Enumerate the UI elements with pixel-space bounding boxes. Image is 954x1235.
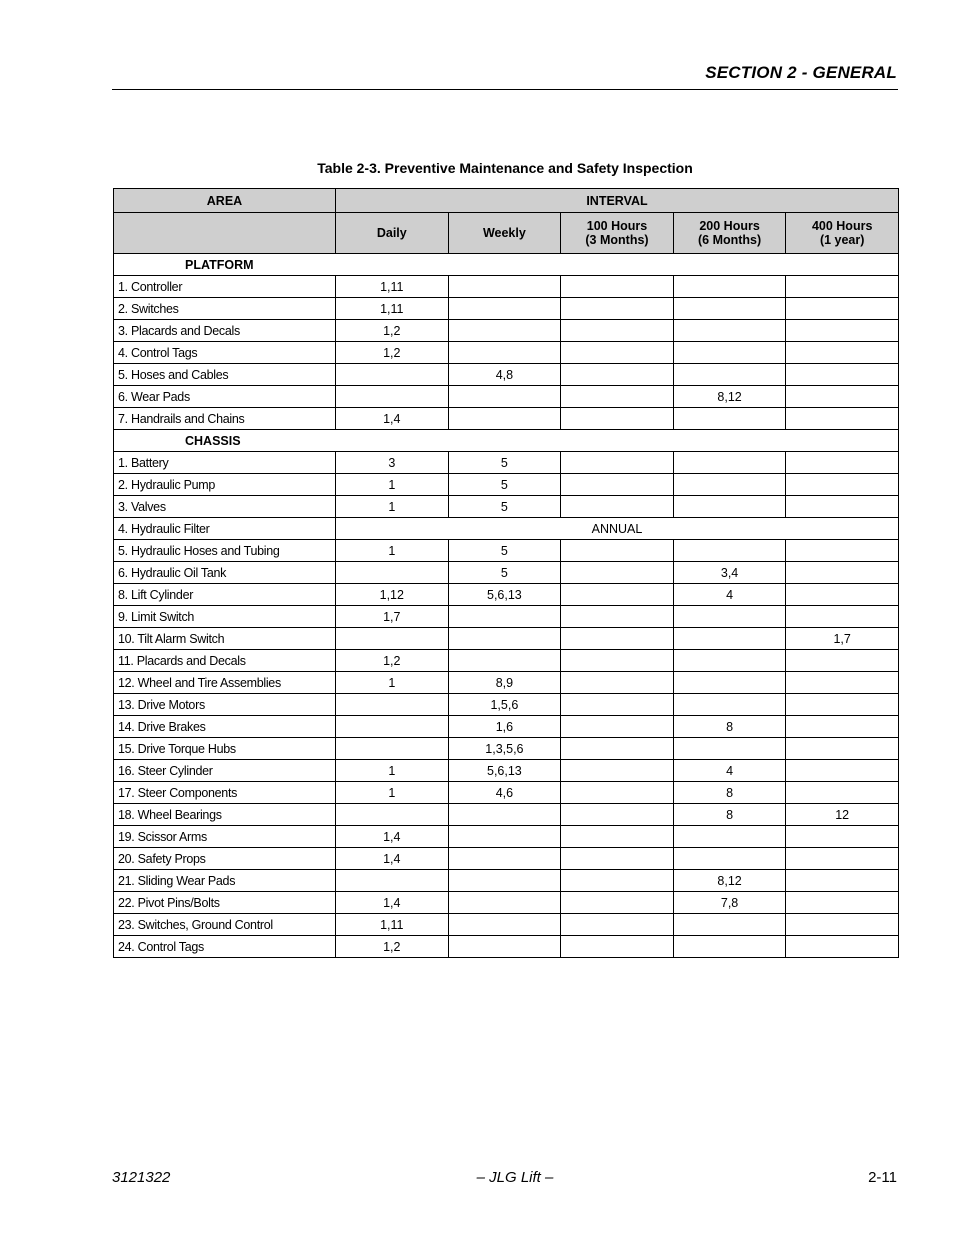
interval-cell-h200: 7,8	[673, 892, 786, 914]
interval-cell-weekly	[448, 276, 561, 298]
interval-cell-h400	[786, 540, 899, 562]
area-cell: 15. Drive Torque Hubs	[114, 738, 336, 760]
daily-header: Daily	[336, 213, 449, 254]
interval-cell-h400	[786, 364, 899, 386]
interval-cell-h200: 3,4	[673, 562, 786, 584]
interval-cell-weekly	[448, 650, 561, 672]
interval-cell-h200	[673, 474, 786, 496]
interval-cell-h400	[786, 408, 899, 430]
interval-cell-weekly: 5,6,13	[448, 584, 561, 606]
table-row	[114, 452, 899, 474]
interval-cell-weekly	[448, 936, 561, 958]
area-cell: 5. Hoses and Cables	[114, 364, 336, 386]
interval-cell-daily	[336, 386, 449, 408]
interval-cell-h100	[561, 342, 674, 364]
interval-cell-h100	[561, 540, 674, 562]
interval-cell-daily: 1,11	[336, 276, 449, 298]
interval-cell-daily: 1	[336, 672, 449, 694]
interval-cell-daily: 1,2	[336, 650, 449, 672]
interval-cell-daily: 1,4	[336, 892, 449, 914]
interval-cell-h100	[561, 606, 674, 628]
interval-cell-h400	[786, 496, 899, 518]
area-cell: 3. Placards and Decals	[114, 320, 336, 342]
interval-header: INTERVAL	[336, 189, 899, 213]
area-cell: 1. Controller	[114, 276, 336, 298]
area-header-blank	[114, 213, 336, 254]
interval-cell-h400	[786, 760, 899, 782]
interval-cell-weekly: 5	[448, 562, 561, 584]
interval-cell-weekly	[448, 320, 561, 342]
area-cell: 20. Safety Props	[114, 848, 336, 870]
interval-cell-h400	[786, 342, 899, 364]
interval-cell-h400	[786, 892, 899, 914]
interval-cell-weekly	[448, 628, 561, 650]
hours-200-line2: (6 Months)	[697, 233, 762, 247]
area-cell: 11. Placards and Decals	[114, 650, 336, 672]
table-row	[114, 826, 899, 848]
area-cell: 19. Scissor Arms	[114, 826, 336, 848]
interval-cell-weekly	[448, 298, 561, 320]
interval-cell-h100	[561, 848, 674, 870]
interval-cell-h400	[786, 584, 899, 606]
interval-cell-weekly: 5	[448, 540, 561, 562]
interval-cell-h100	[561, 320, 674, 342]
interval-cell-weekly	[448, 606, 561, 628]
interval-cell-h400	[786, 386, 899, 408]
interval-cell-h400	[786, 276, 899, 298]
interval-cell-daily	[336, 694, 449, 716]
area-cell: 6. Wear Pads	[114, 386, 336, 408]
interval-cell-h100	[561, 738, 674, 760]
table-row	[114, 540, 899, 562]
table-row	[114, 518, 899, 540]
interval-cell-h100	[561, 694, 674, 716]
interval-cell-weekly	[448, 848, 561, 870]
interval-cell-h100	[561, 804, 674, 826]
interval-cell-weekly: 1,6	[448, 716, 561, 738]
interval-cell-h400	[786, 672, 899, 694]
interval-cell-h200	[673, 298, 786, 320]
interval-cell-weekly: 4,6	[448, 782, 561, 804]
table-row	[114, 320, 899, 342]
interval-cell-weekly	[448, 804, 561, 826]
interval-cell-weekly	[448, 386, 561, 408]
interval-cell-daily	[336, 738, 449, 760]
interval-cell-h400	[786, 562, 899, 584]
table-row	[114, 496, 899, 518]
interval-cell-daily: 1,2	[336, 936, 449, 958]
hours-100-header	[561, 213, 674, 254]
area-cell: 2. Switches	[114, 298, 336, 320]
interval-cell-h400: 12	[786, 804, 899, 826]
interval-cell-h400	[786, 936, 899, 958]
area-cell: 13. Drive Motors	[114, 694, 336, 716]
interval-cell-h400	[786, 298, 899, 320]
area-cell: 5. Hydraulic Hoses and Tubing	[114, 540, 336, 562]
area-cell: 23. Switches, Ground Control	[114, 914, 336, 936]
interval-cell-h400	[786, 606, 899, 628]
interval-cell-h200	[673, 650, 786, 672]
group-row	[114, 430, 899, 452]
area-cell: 10. Tilt Alarm Switch	[114, 628, 336, 650]
table-caption: Table 2-3. Preventive Maintenance and Safety Inspection	[317, 160, 693, 176]
table-row	[114, 386, 899, 408]
interval-cell-h100	[561, 914, 674, 936]
area-cell: 4. Hydraulic Filter	[114, 518, 336, 540]
table-row	[114, 892, 899, 914]
table-row	[114, 298, 899, 320]
interval-cell-daily: 1	[336, 474, 449, 496]
area-cell: 3. Valves	[114, 496, 336, 518]
interval-cell-daily: 1,2	[336, 320, 449, 342]
interval-cell-weekly: 5	[448, 474, 561, 496]
hours-400-line1: 400 Hours	[811, 219, 873, 233]
area-cell: 8. Lift Cylinder	[114, 584, 336, 606]
area-cell: 22. Pivot Pins/Bolts	[114, 892, 336, 914]
interval-cell-h400	[786, 738, 899, 760]
interval-cell-h400	[786, 782, 899, 804]
interval-cell-daily	[336, 804, 449, 826]
interval-cell-weekly: 5,6,13	[448, 760, 561, 782]
interval-cell-h200	[673, 540, 786, 562]
interval-cell-h200	[673, 848, 786, 870]
weekly-header: Weekly	[448, 213, 561, 254]
area-header: AREA	[114, 189, 336, 213]
table-row	[114, 562, 899, 584]
interval-cell-h200: 4	[673, 760, 786, 782]
hours-400-line2: (1 year)	[819, 233, 865, 247]
area-cell: 6. Hydraulic Oil Tank	[114, 562, 336, 584]
interval-cell-weekly	[448, 870, 561, 892]
table-row	[114, 650, 899, 672]
interval-cell-h400	[786, 870, 899, 892]
area-cell: 12. Wheel and Tire Assemblies	[114, 672, 336, 694]
interval-cell-h200	[673, 276, 786, 298]
interval-cell-h100	[561, 870, 674, 892]
interval-cell-weekly	[448, 892, 561, 914]
interval-cell-h200: 8,12	[673, 870, 786, 892]
interval-cell-daily: 1	[336, 782, 449, 804]
table-row	[114, 584, 899, 606]
interval-cell-weekly: 1,3,5,6	[448, 738, 561, 760]
table-body	[114, 254, 899, 958]
group-row	[114, 254, 899, 276]
header-row-top	[114, 189, 899, 213]
interval-cell-h400	[786, 452, 899, 474]
interval-cell-daily	[336, 628, 449, 650]
hours-200-header	[673, 213, 786, 254]
interval-cell-h100	[561, 474, 674, 496]
interval-cell-h100	[561, 386, 674, 408]
area-cell: 18. Wheel Bearings	[114, 804, 336, 826]
interval-cell-h100	[561, 628, 674, 650]
section-title: SECTION 2 - GENERAL	[705, 63, 897, 82]
interval-cell-daily: 1	[336, 760, 449, 782]
interval-cell-weekly	[448, 914, 561, 936]
area-cell: 4. Control Tags	[114, 342, 336, 364]
table-row	[114, 342, 899, 364]
interval-cell-h100	[561, 452, 674, 474]
table-row	[114, 870, 899, 892]
interval-cell-h200	[673, 672, 786, 694]
interval-cell-weekly: 4,8	[448, 364, 561, 386]
table-row	[114, 760, 899, 782]
table-row	[114, 716, 899, 738]
interval-cell-weekly	[448, 408, 561, 430]
area-cell: 2. Hydraulic Pump	[114, 474, 336, 496]
interval-cell-h200: 8	[673, 716, 786, 738]
interval-cell-h400	[786, 914, 899, 936]
interval-cell-h200	[673, 606, 786, 628]
hours-100-line2: (3 Months)	[585, 233, 649, 247]
table-row	[114, 408, 899, 430]
group-title: PLATFORM	[114, 254, 899, 276]
interval-cell-h200	[673, 408, 786, 430]
interval-cell-daily: 1,4	[336, 408, 449, 430]
interval-cell-daily: 1	[336, 540, 449, 562]
interval-cell-h200	[673, 364, 786, 386]
interval-cell-h100	[561, 716, 674, 738]
interval-cell-h100	[561, 936, 674, 958]
interval-cell-h100	[561, 298, 674, 320]
hours-100-line1: 100 Hours	[586, 219, 648, 233]
table-row	[114, 672, 899, 694]
interval-cell-h200	[673, 936, 786, 958]
group-title: CHASSIS	[114, 430, 899, 452]
page-number: 2-11	[868, 1169, 897, 1186]
interval-cell-h100	[561, 496, 674, 518]
table-row	[114, 606, 899, 628]
interval-cell-h200	[673, 826, 786, 848]
table-row	[114, 474, 899, 496]
maintenance-table	[113, 188, 899, 958]
interval-cell-daily: 1,12	[336, 584, 449, 606]
table-row	[114, 738, 899, 760]
interval-cell-daily: 1,2	[336, 342, 449, 364]
interval-cell-h200: 4	[673, 584, 786, 606]
interval-cell-daily: 1,11	[336, 914, 449, 936]
interval-span-cell: ANNUAL	[336, 518, 899, 540]
area-cell: 16. Steer Cylinder	[114, 760, 336, 782]
interval-cell-weekly: 1,5,6	[448, 694, 561, 716]
interval-cell-h200	[673, 628, 786, 650]
interval-cell-h200	[673, 452, 786, 474]
area-cell: 9. Limit Switch	[114, 606, 336, 628]
interval-cell-daily	[336, 364, 449, 386]
interval-cell-h100	[561, 892, 674, 914]
interval-cell-h100	[561, 584, 674, 606]
interval-cell-daily: 1,4	[336, 848, 449, 870]
interval-cell-weekly	[448, 342, 561, 364]
area-cell: 1. Battery	[114, 452, 336, 474]
interval-cell-h400	[786, 320, 899, 342]
interval-cell-h100	[561, 672, 674, 694]
interval-cell-daily	[336, 562, 449, 584]
footer-brand: – JLG Lift –	[476, 1169, 554, 1186]
interval-cell-h100	[561, 782, 674, 804]
interval-cell-daily: 1,11	[336, 298, 449, 320]
table-row	[114, 276, 899, 298]
interval-cell-h200	[673, 738, 786, 760]
interval-cell-daily: 1	[336, 496, 449, 518]
interval-cell-weekly: 8,9	[448, 672, 561, 694]
table-row	[114, 914, 899, 936]
header-row-intervals	[114, 213, 899, 254]
interval-cell-h400	[786, 474, 899, 496]
interval-cell-daily	[336, 716, 449, 738]
table-row	[114, 804, 899, 826]
area-cell: 14. Drive Brakes	[114, 716, 336, 738]
interval-cell-h200	[673, 914, 786, 936]
interval-cell-h100	[561, 364, 674, 386]
interval-cell-h100	[561, 650, 674, 672]
interval-cell-h400	[786, 716, 899, 738]
doc-number: 3121322	[112, 1169, 171, 1186]
interval-cell-h200	[673, 320, 786, 342]
area-cell: 17. Steer Components	[114, 782, 336, 804]
hours-400-header	[786, 213, 899, 254]
interval-cell-h200	[673, 694, 786, 716]
interval-cell-h100	[561, 276, 674, 298]
interval-cell-h400: 1,7	[786, 628, 899, 650]
interval-cell-h200: 8	[673, 804, 786, 826]
table-row	[114, 782, 899, 804]
header-divider	[112, 89, 898, 90]
interval-cell-daily: 1,4	[336, 826, 449, 848]
interval-cell-h200: 8,12	[673, 386, 786, 408]
interval-cell-h100	[561, 562, 674, 584]
interval-cell-h200	[673, 342, 786, 364]
area-cell: 24. Control Tags	[114, 936, 336, 958]
area-cell: 7. Handrails and Chains	[114, 408, 336, 430]
interval-cell-h200: 8	[673, 782, 786, 804]
interval-cell-h200	[673, 496, 786, 518]
interval-cell-weekly: 5	[448, 496, 561, 518]
hours-200-line1: 200 Hours	[699, 219, 760, 233]
table-row	[114, 848, 899, 870]
table-row	[114, 936, 899, 958]
interval-cell-h400	[786, 848, 899, 870]
interval-cell-daily: 3	[336, 452, 449, 474]
interval-cell-daily	[336, 870, 449, 892]
interval-cell-h400	[786, 694, 899, 716]
interval-cell-weekly	[448, 826, 561, 848]
interval-cell-h100	[561, 760, 674, 782]
interval-cell-h400	[786, 650, 899, 672]
table-row	[114, 628, 899, 650]
table-row	[114, 694, 899, 716]
table-row	[114, 364, 899, 386]
interval-cell-h100	[561, 826, 674, 848]
interval-cell-h100	[561, 408, 674, 430]
interval-cell-h400	[786, 826, 899, 848]
interval-cell-weekly: 5	[448, 452, 561, 474]
area-cell: 21. Sliding Wear Pads	[114, 870, 336, 892]
interval-cell-daily: 1,7	[336, 606, 449, 628]
